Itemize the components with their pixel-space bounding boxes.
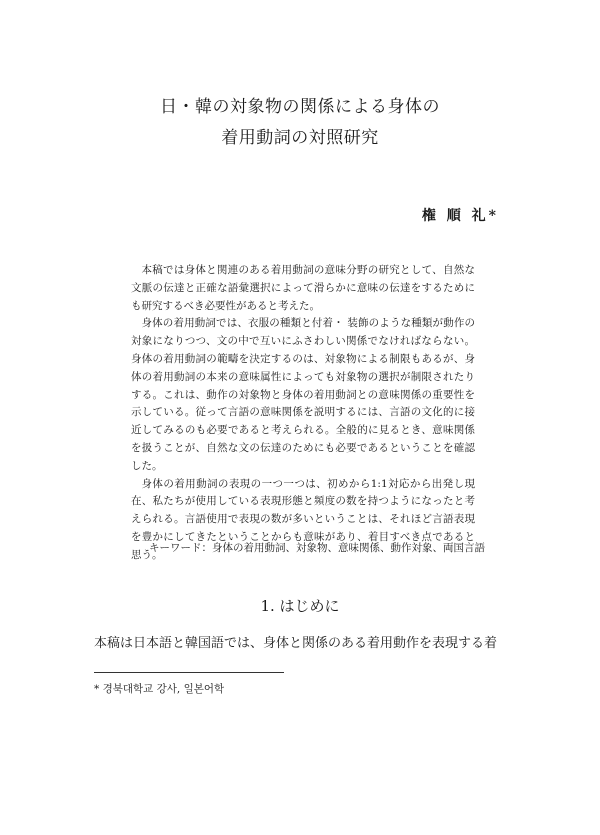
paper-title-line-2: 着用動詞の対照研究	[221, 128, 379, 148]
section-number: 1.	[260, 597, 275, 615]
paper-title-line-1: 日・韓の対象物の関係による身体の	[160, 97, 440, 117]
abstract	[131, 262, 475, 565]
footnote: * 경북대학교 강사, 일본어학	[94, 683, 225, 695]
paper-title	[0, 92, 600, 154]
keywords: キーワード：身体の着用動詞、対象物、意味関係、動作対象、両国言語	[149, 542, 485, 554]
footnote-divider	[94, 672, 284, 673]
abstract-paragraph-1: 本稿では身体と関連のある着用動詞の意味分野の研究として、自然な文脈の伝達と正確な語彙選択によって滑らかに意味の伝達をするためにも研究するべき必要性があると考えた。	[131, 264, 475, 312]
abstract-paragraph-3: 身体の着用動詞の表現の一つ一つは、初めから1:1対応から出発し現在、私たちが使用している表現形態と頻度の数を持つようになったと考えられる。言語使用で表現の数が多いということは、それほど言語表現を豊かにしてきたということからも意味があり、着目すべき点であると思う。	[131, 477, 475, 561]
section-heading	[0, 595, 600, 616]
author-name: 権 順 礼*	[421, 208, 499, 224]
section-title: はじめに	[279, 597, 340, 615]
abstract-paragraph-2: 身体の着用動詞では、衣服の種類と付着・ 装飾のような種類が動作の対象になりつつ、文の中で互いにふさわしい関係でなければならない。身体の着用動詞の範疇を決定するのは、対象物による制限もあるが、身体の着用動詞の本来の意味属性によっても対象物の選択が制限されたりする。これは、動作の対象物と身体の着用動詞との意味関係の重要性を示している。従って言語の意味関係を説明するには、言語の文化的に接近してみるのも必要であると考えられる。全般的に見るとき、意味関係を扱うことが、自然な文の伝達のためにも必要であるということを確認した。	[131, 317, 475, 472]
body-paragraph: 本稿は日本語と韓国語では、身体と関係のある着用動作を表現する着	[94, 636, 498, 651]
